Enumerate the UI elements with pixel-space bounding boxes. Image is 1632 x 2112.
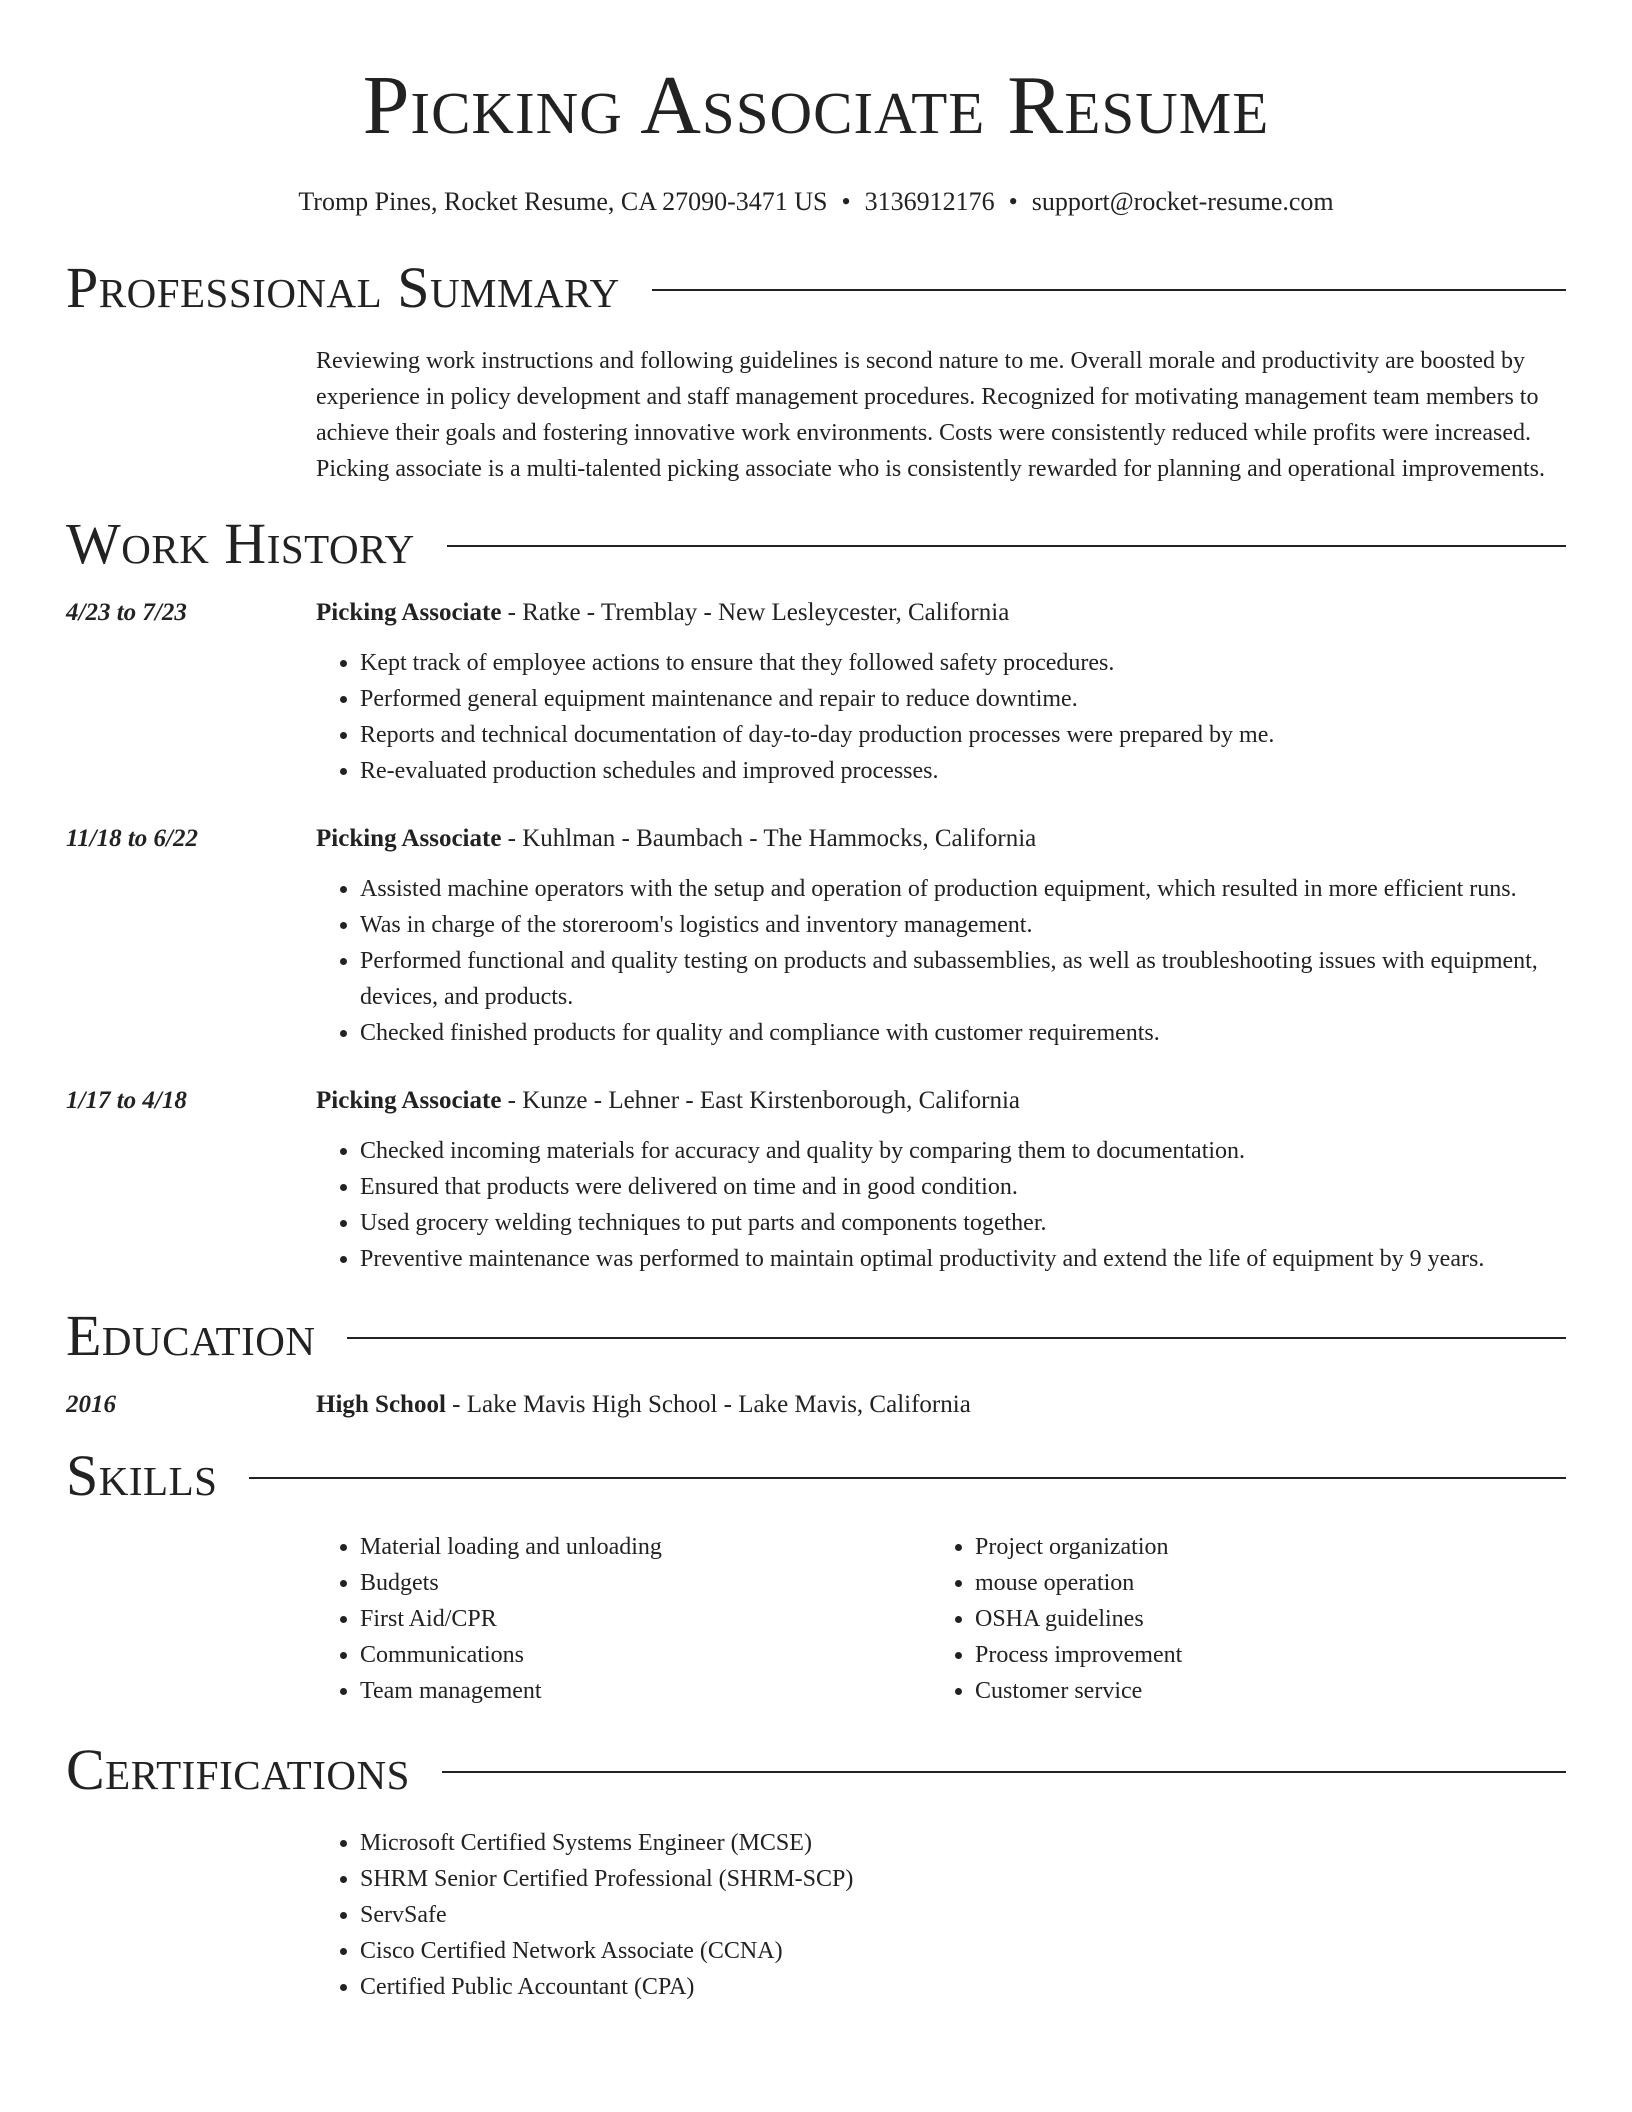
list-item: • Customer service bbox=[975, 1673, 1546, 1709]
job-line bbox=[316, 821, 1566, 857]
list-item: • Re-evaluated production schedules and improved processes. bbox=[360, 753, 1566, 789]
list-item: • Performed general equipment maintenance and repair to reduce downtime. bbox=[360, 681, 1566, 717]
list-item: • Preventive maintenance was performed to maintain optimal productivity and extend the life of equipment by 9 years. bbox=[360, 1241, 1566, 1277]
list-item: • Team management bbox=[360, 1673, 931, 1709]
list-item: • Budgets bbox=[360, 1565, 931, 1601]
list-item: • Assisted machine operators with the setup and operation of production equipment, which resulted in more efficient runs. bbox=[360, 871, 1566, 907]
summary-text: Reviewing work instructions and following guidelines is second nature to me. Overall morale and productivity are boosted by experience in policy development and staff management procedures. Recognized for motivating management team members to achieve their goals and fostering innovative work environments. Costs were consistently reduced while profits were increased. Picking associate is a multi-talented picking associate who is consistently rewarded for planning and operational improvements. bbox=[316, 348, 1546, 483]
job-bullets bbox=[316, 1133, 1566, 1277]
list-item: • OSHA guidelines bbox=[975, 1601, 1546, 1637]
section-divider bbox=[347, 1337, 1566, 1339]
section-certifications-header bbox=[66, 1737, 1566, 1803]
skills-list bbox=[316, 1529, 1566, 1709]
job-title: Picking Associate bbox=[316, 599, 502, 627]
job-details: - Kunze - Lehner - East Kirstenborough, California bbox=[501, 1087, 1021, 1115]
contact-address: Tromp Pines, Rocket Resume, CA 27090-3471 US bbox=[298, 187, 828, 216]
job-dates: 11/18 to 6/22 bbox=[66, 825, 198, 853]
section-education-header bbox=[66, 1303, 1566, 1369]
list-item: • Reports and technical documentation of day-to-day production processes were prepared by me. bbox=[360, 717, 1566, 753]
contact-phone: 3136912176 bbox=[864, 187, 995, 216]
skills-column-right bbox=[931, 1529, 1546, 1709]
job-bullets bbox=[316, 645, 1566, 789]
job-entry bbox=[66, 821, 1566, 1051]
job-line bbox=[316, 595, 1566, 631]
section-heading-education: Education bbox=[66, 1303, 316, 1369]
certifications-list bbox=[316, 1825, 1566, 2005]
list-item: • mouse operation bbox=[975, 1565, 1546, 1601]
list-item: • Performed functional and quality testing on products and subassemblies, as well as troubleshooting issues with equipment, devices, and products. bbox=[360, 943, 1566, 1015]
section-divider bbox=[447, 545, 1566, 547]
job-entry bbox=[66, 595, 1566, 789]
list-item: • Communications bbox=[360, 1637, 931, 1673]
list-item: • Certified Public Accountant (CPA) bbox=[360, 1969, 1566, 2005]
list-item: • SHRM Senior Certified Professional (SHRM-SCP) bbox=[360, 1861, 1566, 1897]
list-item: • ServSafe bbox=[360, 1897, 1566, 1933]
section-heading-certifications: Certifications bbox=[66, 1737, 410, 1803]
list-item: • Cisco Certified Network Associate (CCNA) bbox=[360, 1933, 1566, 1969]
section-divider bbox=[442, 1771, 1566, 1773]
job-entry bbox=[66, 1083, 1566, 1277]
education-details: - Lake Mavis High School - Lake Mavis, California bbox=[445, 1391, 971, 1419]
education-year: 2016 bbox=[66, 1391, 116, 1419]
list-item: • Process improvement bbox=[975, 1637, 1546, 1673]
list-item: • Project organization bbox=[975, 1529, 1546, 1565]
job-title: Picking Associate bbox=[316, 825, 502, 853]
contact-line bbox=[66, 186, 1566, 217]
contact-separator: • bbox=[1008, 187, 1018, 216]
list-item: • Ensured that products were delivered on time and in good condition. bbox=[360, 1169, 1566, 1205]
section-divider bbox=[249, 1477, 1566, 1479]
contact-separator: • bbox=[841, 187, 851, 216]
job-line bbox=[316, 1083, 1566, 1119]
education-entry bbox=[66, 1387, 1566, 1423]
list-item: • First Aid/CPR bbox=[360, 1601, 931, 1637]
list-item: • Checked incoming materials for accuracy and quality by comparing them to documentation. bbox=[360, 1133, 1566, 1169]
resume-title: Picking Associate Resume bbox=[362, 59, 1270, 152]
list-item: • Kept track of employee actions to ensure that they followed safety procedures. bbox=[360, 645, 1566, 681]
job-dates: 1/17 to 4/18 bbox=[66, 1087, 187, 1115]
job-details: - Kuhlman - Baumbach - The Hammocks, California bbox=[501, 825, 1037, 853]
skills-column-left bbox=[316, 1529, 931, 1709]
section-heading-skills: Skills bbox=[66, 1443, 218, 1509]
job-title: Picking Associate bbox=[316, 1087, 502, 1115]
education-degree: High School bbox=[316, 1391, 446, 1419]
section-heading-summary: Professional Summary bbox=[66, 255, 620, 321]
job-dates: 4/23 to 7/23 bbox=[66, 599, 187, 627]
section-heading-work: Work History bbox=[66, 511, 415, 577]
section-divider bbox=[652, 289, 1566, 291]
education-line bbox=[316, 1387, 1566, 1423]
section-skills-header bbox=[66, 1443, 1566, 1509]
contact-email: support@rocket-resume.com bbox=[1031, 187, 1334, 216]
list-item: • Material loading and unloading bbox=[360, 1529, 931, 1565]
section-work-header bbox=[66, 511, 1566, 577]
list-item: • Microsoft Certified Systems Engineer (MCSE) bbox=[360, 1825, 1566, 1861]
job-bullets bbox=[316, 871, 1566, 1051]
list-item: • Was in charge of the storeroom's logistics and inventory management. bbox=[360, 907, 1566, 943]
section-summary-header bbox=[66, 255, 1566, 321]
list-item: • Used grocery welding techniques to put parts and components together. bbox=[360, 1205, 1566, 1241]
job-details: - Ratke - Tremblay - New Lesleycester, California bbox=[501, 599, 1010, 627]
list-item: • Checked finished products for quality and compliance with customer requirements. bbox=[360, 1015, 1566, 1051]
